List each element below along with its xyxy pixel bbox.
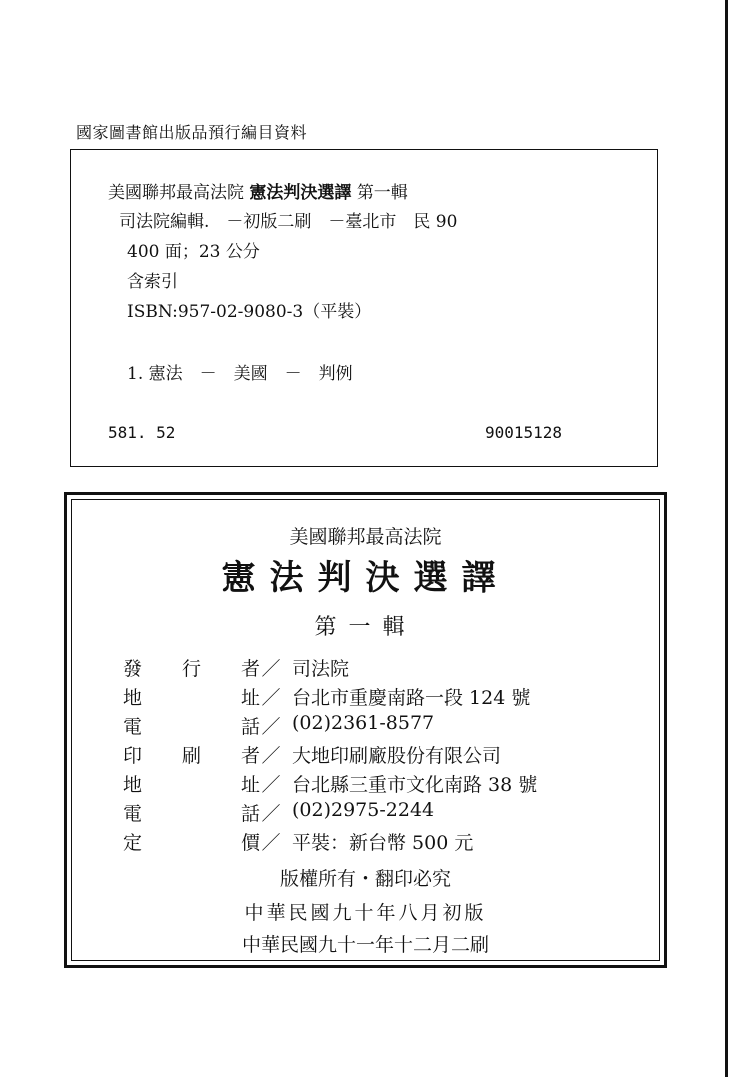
page-edge-line xyxy=(725,0,728,1077)
info-row-price xyxy=(123,828,473,856)
info-row-publisher-phone xyxy=(123,712,434,740)
info-separator: ／ xyxy=(261,803,281,825)
info-row-publisher xyxy=(123,654,349,682)
publication-volume: 第一輯 xyxy=(314,615,417,640)
info-row-printer xyxy=(123,741,501,769)
info-value: 台北縣三重市文化南路 38 號 xyxy=(292,774,538,796)
info-value: 大地印刷廠股份有限公司 xyxy=(292,745,502,767)
second-printing-date: 中華民國九十一年十二月二刷 xyxy=(241,934,489,956)
info-separator: ／ xyxy=(261,658,281,680)
info-value: 平裝：新台幣 500 元 xyxy=(292,832,474,854)
cip-title-line xyxy=(108,178,408,203)
cip-class-number: 581. 52 xyxy=(108,423,176,442)
cip-edition-line: 司法院編輯. －初版二刷 －臺北市 民 90 xyxy=(119,212,458,232)
info-value: (02)2361-8577 xyxy=(292,712,435,734)
cip-pages-line: 400 面；23 公分 xyxy=(127,242,260,262)
info-label: 地址 xyxy=(123,774,260,796)
cip-record-number: 90015128 xyxy=(484,423,562,442)
cip-index-line: 含索引 xyxy=(127,272,178,292)
publication-title: 憲法判決選譯 xyxy=(221,558,510,598)
info-row-publisher-address xyxy=(123,683,530,711)
info-separator: ／ xyxy=(261,745,281,767)
info-value: 台北市重慶南路一段 124 號 xyxy=(292,687,531,709)
cip-title-bold: 憲法判決選譯 xyxy=(249,183,352,203)
cip-isbn-line: ISBN:957-02-9080-3（平裝） xyxy=(127,302,372,322)
info-row-printer-phone xyxy=(123,799,434,827)
copyright-notice: 版權所有・翻印必究 xyxy=(279,868,451,890)
cip-title-suffix: 第一輯 xyxy=(356,183,408,203)
cip-subject-line: 1. 憲法 － 美國 － 判例 xyxy=(127,364,353,384)
publication-inner-frame xyxy=(71,499,660,961)
info-separator: ／ xyxy=(261,832,281,854)
info-label: 電話 xyxy=(123,803,260,825)
info-separator: ／ xyxy=(261,716,281,738)
cip-heading: 國家圖書館出版品預行編目資料 xyxy=(76,123,308,142)
cip-title-prefix: 美國聯邦最高法院 xyxy=(108,183,244,203)
publication-box xyxy=(64,492,667,968)
info-value: (02)2975-2244 xyxy=(292,799,435,821)
first-edition-date: 中華民國九十年八月初版 xyxy=(244,902,487,924)
info-label: 定價 xyxy=(123,832,260,854)
info-label: 印刷者 xyxy=(123,745,260,767)
publication-court: 美國聯邦最高法院 xyxy=(289,526,442,548)
info-row-printer-address xyxy=(123,770,537,798)
info-separator: ／ xyxy=(261,774,281,796)
cip-record-box xyxy=(70,149,658,467)
info-label: 地址 xyxy=(123,687,260,709)
info-separator: ／ xyxy=(261,687,281,709)
info-label: 電話 xyxy=(123,716,260,738)
info-label: 發行者 xyxy=(123,658,260,680)
info-value: 司法院 xyxy=(292,658,350,680)
